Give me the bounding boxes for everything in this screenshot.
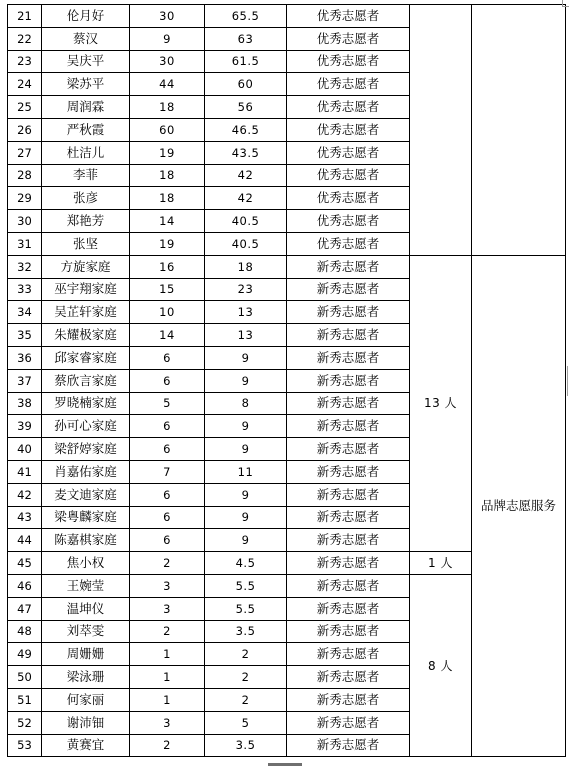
hours-a-cell: 60: [130, 118, 205, 141]
volunteer-name-cell: 黄赛宜: [42, 734, 130, 757]
row-number-cell: 41: [8, 460, 42, 483]
row-number-cell: 45: [8, 552, 42, 575]
volunteer-name-cell: 伦月好: [42, 5, 130, 28]
honor-title-cell: 新秀志愿者: [287, 529, 410, 552]
volunteer-name-cell: 肖嘉佑家庭: [42, 460, 130, 483]
volunteer-name-cell: 梁苏平: [42, 73, 130, 96]
row-number-cell: 37: [8, 369, 42, 392]
honor-title-cell: 新秀志愿者: [287, 483, 410, 506]
honor-title-cell: 新秀志愿者: [287, 711, 410, 734]
hours-b-cell: 56: [205, 96, 287, 119]
hours-a-cell: 6: [130, 369, 205, 392]
honor-title-cell: 优秀志愿者: [287, 118, 410, 141]
hours-a-cell: 14: [130, 324, 205, 347]
hours-a-cell: 1: [130, 688, 205, 711]
hours-b-cell: 2: [205, 643, 287, 666]
volunteer-name-cell: 梁泳珊: [42, 666, 130, 689]
volunteer-name-cell: 周润霖: [42, 96, 130, 119]
volunteer-name-cell: 方旋家庭: [42, 255, 130, 278]
hours-b-cell: 63: [205, 27, 287, 50]
row-number-cell: 38: [8, 392, 42, 415]
honor-title-cell: 新秀志愿者: [287, 552, 410, 575]
table-row: [8, 255, 566, 278]
hours-b-cell: 3.5: [205, 734, 287, 757]
honor-title-cell: 新秀志愿者: [287, 666, 410, 689]
honor-title-cell: 优秀志愿者: [287, 164, 410, 187]
group-count-cell: 1 人: [410, 552, 472, 575]
honor-title-cell: 新秀志愿者: [287, 734, 410, 757]
hours-b-cell: 46.5: [205, 118, 287, 141]
hours-b-cell: 60: [205, 73, 287, 96]
row-number-cell: 48: [8, 620, 42, 643]
row-number-cell: 52: [8, 711, 42, 734]
hours-b-cell: 2: [205, 688, 287, 711]
volunteer-name-cell: 刘萃雯: [42, 620, 130, 643]
hours-a-cell: 30: [130, 5, 205, 28]
hours-b-cell: 18: [205, 255, 287, 278]
row-number-cell: 49: [8, 643, 42, 666]
row-number-cell: 26: [8, 118, 42, 141]
volunteer-name-cell: 张彦: [42, 187, 130, 210]
hours-b-cell: 9: [205, 346, 287, 369]
hours-a-cell: 6: [130, 346, 205, 369]
volunteer-name-cell: 蔡汉: [42, 27, 130, 50]
hours-b-cell: 42: [205, 164, 287, 187]
volunteer-name-cell: 麦文迪家庭: [42, 483, 130, 506]
hours-a-cell: 30: [130, 50, 205, 73]
volunteer-name-cell: 梁粤麟家庭: [42, 506, 130, 529]
row-number-cell: 47: [8, 597, 42, 620]
row-number-cell: 39: [8, 415, 42, 438]
hours-b-cell: 9: [205, 483, 287, 506]
hours-a-cell: 6: [130, 506, 205, 529]
hours-a-cell: 10: [130, 301, 205, 324]
hours-b-cell: 9: [205, 415, 287, 438]
hours-b-cell: 23: [205, 278, 287, 301]
row-number-cell: 30: [8, 210, 42, 233]
row-number-cell: 25: [8, 96, 42, 119]
row-number-cell: 43: [8, 506, 42, 529]
hours-b-cell: 43.5: [205, 141, 287, 164]
row-number-cell: 24: [8, 73, 42, 96]
group-count-cell: 13 人: [410, 255, 472, 551]
hours-a-cell: 15: [130, 278, 205, 301]
hours-a-cell: 19: [130, 232, 205, 255]
honor-title-cell: 新秀志愿者: [287, 597, 410, 620]
volunteer-name-cell: 邱家睿家庭: [42, 346, 130, 369]
volunteer-name-cell: 何家丽: [42, 688, 130, 711]
volunteer-name-cell: 焦小权: [42, 552, 130, 575]
honor-title-cell: 优秀志愿者: [287, 141, 410, 164]
hours-a-cell: 2: [130, 552, 205, 575]
group-count-cell: 8 人: [410, 574, 472, 756]
hours-a-cell: 18: [130, 164, 205, 187]
row-number-cell: 27: [8, 141, 42, 164]
row-number-cell: 23: [8, 50, 42, 73]
honor-title-cell: 新秀志愿者: [287, 415, 410, 438]
honor-title-cell: 优秀志愿者: [287, 187, 410, 210]
honor-title-cell: 优秀志愿者: [287, 27, 410, 50]
hours-b-cell: 9: [205, 369, 287, 392]
hours-a-cell: 2: [130, 620, 205, 643]
row-number-cell: 35: [8, 324, 42, 347]
honor-title-cell: 新秀志愿者: [287, 369, 410, 392]
volunteer-name-cell: 梁舒婷家庭: [42, 438, 130, 461]
volunteer-name-cell: 吴庆平: [42, 50, 130, 73]
hours-a-cell: 6: [130, 483, 205, 506]
row-number-cell: 51: [8, 688, 42, 711]
volunteer-name-cell: 李菲: [42, 164, 130, 187]
hours-b-cell: 11: [205, 460, 287, 483]
volunteer-name-cell: 陈嘉棋家庭: [42, 529, 130, 552]
row-number-cell: 21: [8, 5, 42, 28]
honor-title-cell: 新秀志愿者: [287, 643, 410, 666]
hours-a-cell: 3: [130, 711, 205, 734]
volunteer-name-cell: 杜洁儿: [42, 141, 130, 164]
hours-a-cell: 2: [130, 734, 205, 757]
volunteer-name-cell: 朱耀极家庭: [42, 324, 130, 347]
hours-a-cell: 7: [130, 460, 205, 483]
service-program-cell: 品牌志愿服务: [472, 255, 566, 757]
hours-b-cell: 5: [205, 711, 287, 734]
honor-title-cell: 新秀志愿者: [287, 574, 410, 597]
volunteer-name-cell: 孙可心家庭: [42, 415, 130, 438]
volunteer-name-cell: 谢沛钿: [42, 711, 130, 734]
hours-a-cell: 18: [130, 96, 205, 119]
volunteer-roster-table: [7, 4, 566, 757]
honor-title-cell: 优秀志愿者: [287, 232, 410, 255]
honor-title-cell: 新秀志愿者: [287, 688, 410, 711]
hours-b-cell: 9: [205, 529, 287, 552]
hours-a-cell: 44: [130, 73, 205, 96]
volunteer-name-cell: 温坤仪: [42, 597, 130, 620]
volunteer-name-cell: 郑艳芳: [42, 210, 130, 233]
hours-a-cell: 1: [130, 666, 205, 689]
volunteer-name-cell: 巫宇翔家庭: [42, 278, 130, 301]
honor-title-cell: 新秀志愿者: [287, 324, 410, 347]
honor-title-cell: 新秀志愿者: [287, 255, 410, 278]
scroll-handle[interactable]: [567, 366, 568, 396]
roster-body: [8, 5, 566, 757]
table-row: [8, 5, 566, 28]
volunteer-name-cell: 罗晓楠家庭: [42, 392, 130, 415]
row-number-cell: 32: [8, 255, 42, 278]
row-number-cell: 50: [8, 666, 42, 689]
volunteer-name-cell: 周姗姗: [42, 643, 130, 666]
hours-b-cell: 40.5: [205, 232, 287, 255]
hours-b-cell: 13: [205, 324, 287, 347]
volunteer-name-cell: 严秋霞: [42, 118, 130, 141]
hours-a-cell: 6: [130, 529, 205, 552]
group-count-cell: [410, 5, 472, 256]
honor-title-cell: 优秀志愿者: [287, 73, 410, 96]
row-number-cell: 22: [8, 27, 42, 50]
row-number-cell: 28: [8, 164, 42, 187]
honor-title-cell: 优秀志愿者: [287, 50, 410, 73]
hours-b-cell: 61.5: [205, 50, 287, 73]
honor-title-cell: 新秀志愿者: [287, 620, 410, 643]
hours-a-cell: 18: [130, 187, 205, 210]
volunteer-name-cell: 蔡欣言家庭: [42, 369, 130, 392]
honor-title-cell: 新秀志愿者: [287, 506, 410, 529]
honor-title-cell: 优秀志愿者: [287, 210, 410, 233]
hours-a-cell: 6: [130, 438, 205, 461]
honor-title-cell: 优秀志愿者: [287, 96, 410, 119]
hours-b-cell: 9: [205, 506, 287, 529]
row-number-cell: 46: [8, 574, 42, 597]
honor-title-cell: 新秀志愿者: [287, 301, 410, 324]
hours-b-cell: 4.5: [205, 552, 287, 575]
hours-b-cell: 40.5: [205, 210, 287, 233]
volunteer-name-cell: 王婉莹: [42, 574, 130, 597]
hours-b-cell: 2: [205, 666, 287, 689]
hours-b-cell: 5.5: [205, 574, 287, 597]
honor-title-cell: 优秀志愿者: [287, 5, 410, 28]
hours-a-cell: 5: [130, 392, 205, 415]
page-corner-mark: [562, 0, 569, 7]
hours-a-cell: 14: [130, 210, 205, 233]
hours-a-cell: 3: [130, 574, 205, 597]
hours-b-cell: 13: [205, 301, 287, 324]
row-number-cell: 29: [8, 187, 42, 210]
row-number-cell: 31: [8, 232, 42, 255]
hours-a-cell: 16: [130, 255, 205, 278]
hours-a-cell: 19: [130, 141, 205, 164]
hours-b-cell: 5.5: [205, 597, 287, 620]
hours-a-cell: 1: [130, 643, 205, 666]
row-number-cell: 44: [8, 529, 42, 552]
hours-b-cell: 65.5: [205, 5, 287, 28]
volunteer-name-cell: 吴芷轩家庭: [42, 301, 130, 324]
row-number-cell: 34: [8, 301, 42, 324]
hours-a-cell: 3: [130, 597, 205, 620]
honor-title-cell: 新秀志愿者: [287, 278, 410, 301]
row-number-cell: 33: [8, 278, 42, 301]
hours-b-cell: 42: [205, 187, 287, 210]
honor-title-cell: 新秀志愿者: [287, 346, 410, 369]
hours-b-cell: 3.5: [205, 620, 287, 643]
row-number-cell: 42: [8, 483, 42, 506]
hours-a-cell: 6: [130, 415, 205, 438]
hours-a-cell: 9: [130, 27, 205, 50]
row-number-cell: 36: [8, 346, 42, 369]
hours-b-cell: 8: [205, 392, 287, 415]
service-program-cell: [472, 5, 566, 256]
row-number-cell: 40: [8, 438, 42, 461]
honor-title-cell: 新秀志愿者: [287, 438, 410, 461]
hours-b-cell: 9: [205, 438, 287, 461]
honor-title-cell: 新秀志愿者: [287, 460, 410, 483]
volunteer-name-cell: 张坚: [42, 232, 130, 255]
honor-title-cell: 新秀志愿者: [287, 392, 410, 415]
row-number-cell: 53: [8, 734, 42, 757]
